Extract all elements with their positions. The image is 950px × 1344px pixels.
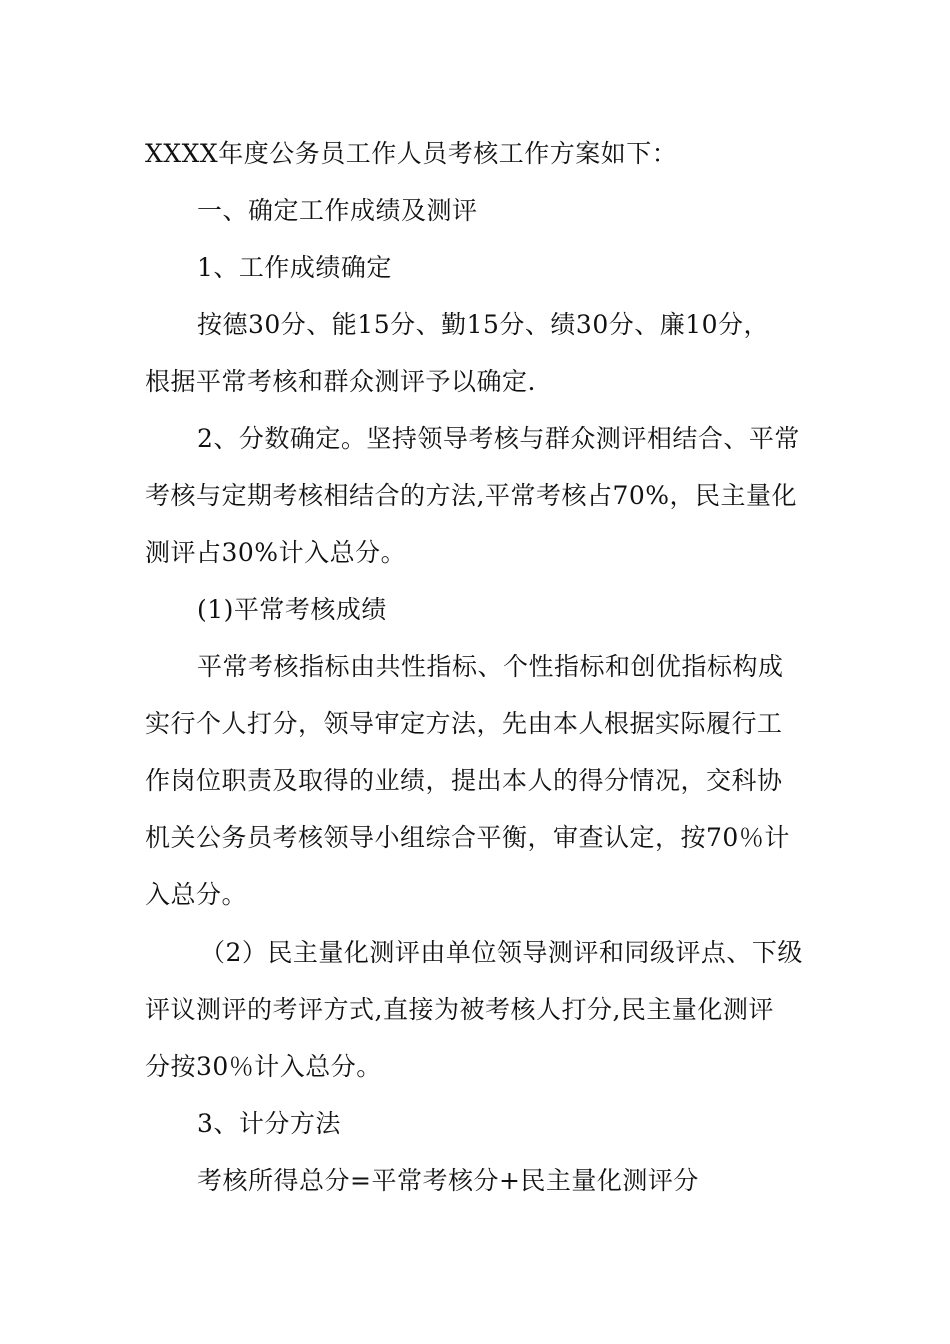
paragraph-line: 根据平常考核和群众测评予以确定. (145, 367, 536, 396)
paragraph-line: （2）民主量化测评由单位领导测评和同级评点、下级 (200, 938, 803, 967)
section-heading-1: 一、确定工作成绩及测评 (197, 196, 478, 225)
paragraph-line: 考核与定期考核相结合的方法,平常考核占70%，民主量化 (145, 481, 798, 510)
paragraph-line: 作岗位职责及取得的业绩，提出本人的得分情况，交科协 (145, 766, 783, 795)
paragraph-line: 机关公务员考核领导小组综合平衡，审查认定，按70％计 (145, 823, 790, 852)
subsection-heading-2: (1)平常考核成绩 (197, 595, 387, 624)
paragraph-line: 分按30％计入总分。 (145, 1052, 382, 1081)
paragraph-line: 2、分数确定。坚持领导考核与群众测评相结合、平常 (197, 424, 800, 453)
paragraph-line: 平常考核指标由共性指标、个性指标和创优指标构成 (197, 652, 784, 681)
paragraph-line: 按德30分、能15分、勤15分、绩30分、廉10分， (197, 310, 770, 339)
paragraph-line: 入总分。 (145, 880, 248, 909)
formula-line: 考核所得总分=平常考核分+民主量化测评分 (197, 1166, 699, 1195)
subsection-heading-1: 1、工作成绩确定 (197, 253, 392, 282)
intro-line: XXXX年度公务员工作人员考核工作方案如下： (145, 139, 678, 168)
paragraph-line: 评议测评的考评方式,直接为被考核人打分,民主量化测评 (145, 995, 774, 1024)
subsection-heading-3: 3、计分方法 (197, 1109, 341, 1138)
paragraph-line: 测评占30%计入总分。 (145, 538, 407, 567)
paragraph-line: 实行个人打分，领导审定方法，先由本人根据实际履行工 (145, 709, 783, 738)
